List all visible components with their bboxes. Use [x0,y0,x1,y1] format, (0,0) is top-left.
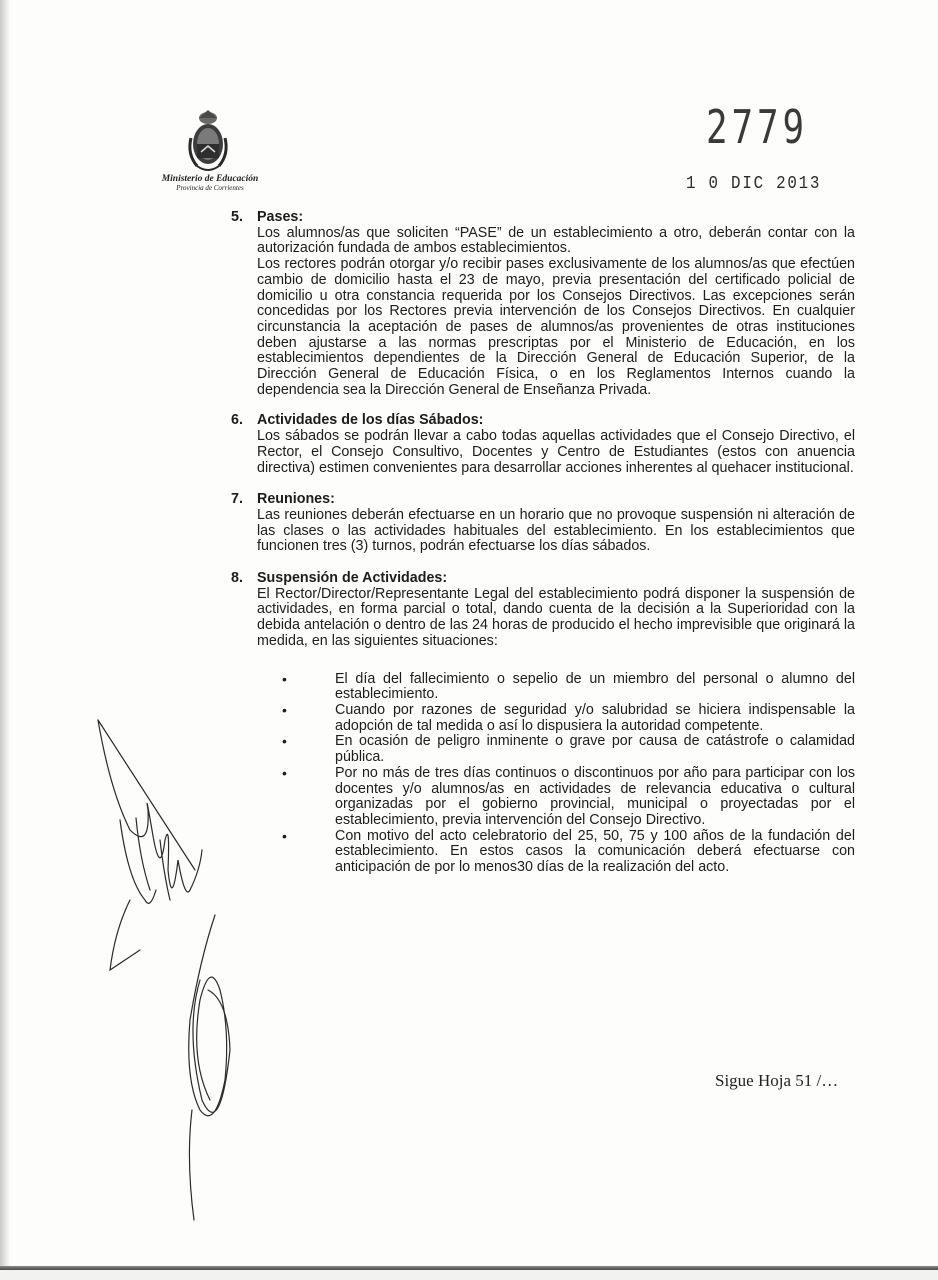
ministry-province: Provincia de Corrientes [176,184,244,192]
list-item-text: En ocasión de peligro inminente o grave por causa de catástrofe o calamidad pública. [335,733,855,766]
bullet-icon: • [282,827,287,844]
section-title: Pases: [257,209,304,225]
section-actividades-sabados [229,413,855,476]
continuation-note: Sigue Hoja 51 /… [715,1071,839,1090]
list-item [257,829,855,876]
section-title: Reuniones: [257,491,335,508]
section-paragraph: El Rector/Director/Representante Legal del establecimiento podrá disponer la suspensión de actividades, en forma parcial o total, dando cuenta de la decisión a la Superioridad con la debida antelación o dentro de las 24 horas de producido el hecho imprevisible que originará la medida, en las siguientes situaciones: [257,585,855,649]
section-number: 7. [231,491,243,508]
ministry-header [140,174,280,193]
list-item [257,672,855,703]
section-number: 5. [231,209,243,225]
bullet-icon: • [282,764,287,781]
list-item-text: El día del fallecimiento o sepelio de un miembro del personal o alumno del establecimiento. [335,670,855,703]
list-item-text: Cuando por razones de seguridad y/o salubridad se hiciera indispensable la adopción de tal medida o así lo dispusiera la autoridad competente. [335,701,855,734]
bullet-icon: • [282,701,287,718]
section-title: Actividades de los días Sábados: [257,412,484,429]
list-item [257,703,855,734]
list-item-text: Por no más de tres días continuos o discontinuos por año para participar con los docentes y/o alumnos/as en actividades de relevancia educativa o cultural organizadas por el gobierno provincial, municipal o proyectadas por el establecimiento, previa intervención del Consejo Directivo. [335,764,855,828]
resolution-number-stamp: 2779 [706,100,809,154]
bullet-icon: • [282,670,287,687]
list-item [257,766,855,829]
section-suspension-actividades [229,571,855,876]
suspension-situations-list [257,672,855,876]
document-body [229,210,855,876]
section-paragraph: Las reuniones deberán efectuarse en un horario que no provoque suspensión ni alteración de las clases o las actividades habituales del establecimiento. En los establecimientos que funcionen tres (3) turnos, podrán efectuarse los días sábados. [257,506,855,555]
scan-edge-shadow [0,0,10,1280]
section-number: 8. [231,570,243,587]
date-stamp: 1 0 DIC 2013 [686,174,822,194]
list-item [257,734,855,765]
ministry-name: Ministerio de Educación [161,174,259,184]
section-title: Suspensión de Actividades: [257,570,448,587]
handwritten-signature [90,700,250,1230]
bullet-icon: • [282,733,287,750]
section-paragraph: Los rectores podrán otorgar y/o recibir pases exclusivamente de los alumnos/as que efectúen cambio de domicilio hasta el 23 de mayo, previa presentación del certificado policial de domicilio u otra constancia requerida por los Consejos Directivos. Las excepciones serán concedidas por los Rectores previa intervención de los Consejos Directivos. En cualquier circunstancia la aceptación de pases de alumnos/as provenientes de otras instituciones deben ajustarse a las normas prescriptas por el Ministerio de Educación, en los establecimientos dependientes de la Dirección General de Educación Superior, de la Dirección General de Educación Física, o en los Reglamentos Internos cuando la dependencia sea la Dirección General de Enseñanza Privada. [257,256,855,398]
section-number: 6. [231,412,243,429]
section-paragraph: Los sábados se podrán llevar a cabo todas aquellas actividades que el Consejo Directivo, el Rector, el Consejo Consultivo, Docentes y Centro de Estudiantes (estos con anuencia directiva) estimen convenientes para desarrollar acciones inherentes al quehacer institucional. [257,428,855,476]
coat-of-arms-icon [183,108,233,176]
section-pases [229,210,855,398]
scan-margin [0,1270,938,1280]
section-reuniones [229,492,855,555]
list-item-text: Con motivo del acto celebratorio del 25, 50, 75 y 100 años de la fundación del establecimiento. En estos casos la comunicación deberá efectuarse con anticipación de por lo menos30 días de la realización del acto. [335,827,855,876]
section-paragraph: Los alumnos/as que soliciten “PASE” de un establecimiento a otro, deberán contar con la autorización fundada de ambos establecimientos. [257,224,855,257]
